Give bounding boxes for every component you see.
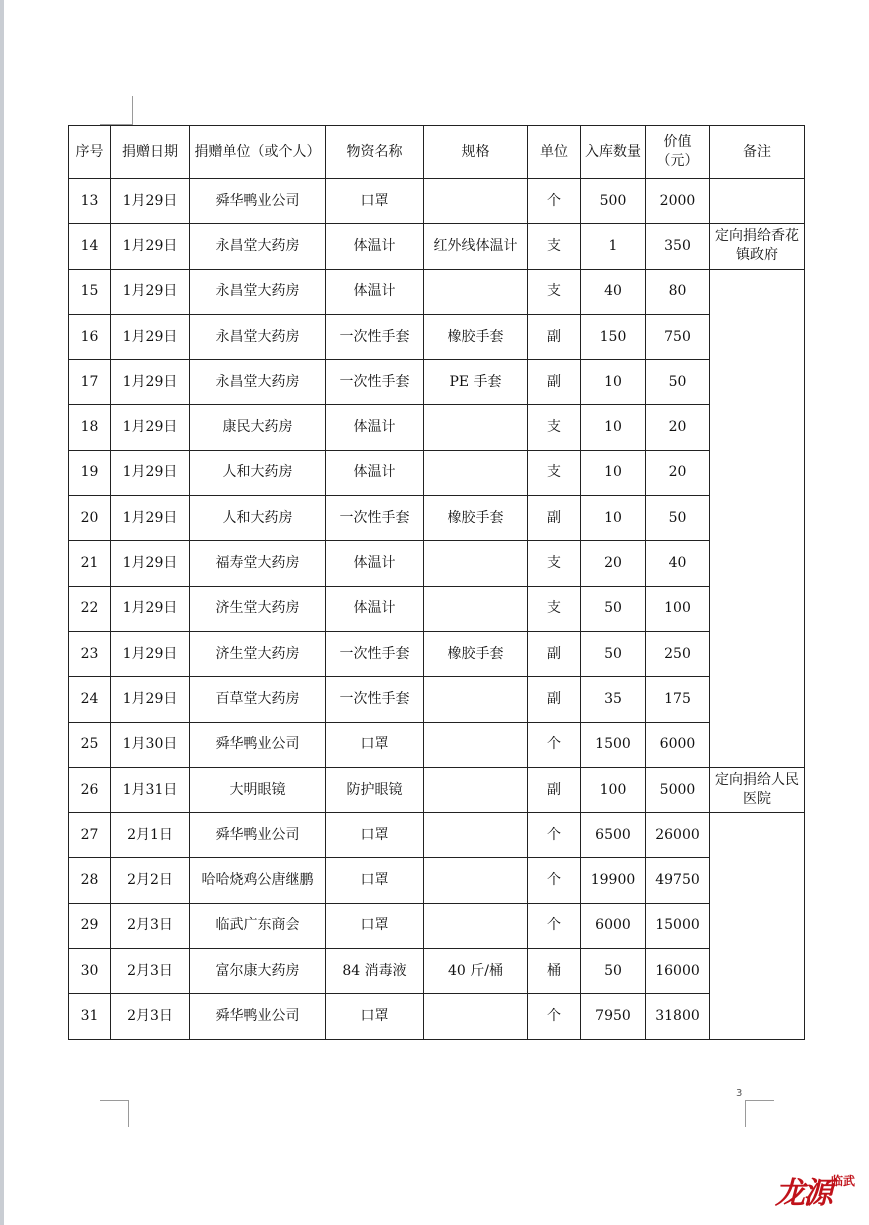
header-unit: 单位 <box>528 126 581 179</box>
item-name: 口罩 <box>326 903 424 948</box>
item-value: 350 <box>646 224 710 269</box>
item-unit: 桶 <box>528 949 581 994</box>
donor-name: 舜华鸭业公司 <box>190 994 326 1039</box>
row-number: 20 <box>69 496 111 541</box>
item-spec <box>424 677 528 722</box>
item-quantity: 6000 <box>581 903 646 948</box>
item-spec <box>424 813 528 858</box>
item-name: 体温计 <box>326 586 424 631</box>
item-name: 口罩 <box>326 858 424 903</box>
item-quantity: 1500 <box>581 722 646 767</box>
donor-name: 济生堂大药房 <box>190 586 326 631</box>
item-value: 49750 <box>646 858 710 903</box>
table-row <box>69 405 805 450</box>
table-row <box>69 631 805 676</box>
item-name: 一次性手套 <box>326 631 424 676</box>
item-unit: 支 <box>528 269 581 314</box>
watermark-main-text: 龙源 <box>775 1176 831 1211</box>
donor-name: 舜华鸭业公司 <box>190 722 326 767</box>
table-row <box>69 269 805 314</box>
item-value: 31800 <box>646 994 710 1039</box>
donor-name: 舜华鸭业公司 <box>190 813 326 858</box>
item-name: 口罩 <box>326 994 424 1039</box>
donation-date: 1月29日 <box>111 541 190 586</box>
donation-date: 2月1日 <box>111 813 190 858</box>
item-unit: 个 <box>528 722 581 767</box>
table-row <box>69 949 805 994</box>
row-number: 14 <box>69 224 111 269</box>
item-unit: 副 <box>528 360 581 405</box>
item-value: 20 <box>646 450 710 495</box>
donation-date: 1月29日 <box>111 450 190 495</box>
table-row <box>69 450 805 495</box>
item-quantity: 20 <box>581 541 646 586</box>
item-value: 750 <box>646 314 710 359</box>
row-number: 26 <box>69 767 111 812</box>
header-no: 序号 <box>69 126 111 179</box>
item-quantity: 50 <box>581 949 646 994</box>
watermark-side-text: 临武 <box>831 1174 856 1188</box>
header-spec: 规格 <box>424 126 528 179</box>
header-date: 捐赠日期 <box>111 126 190 179</box>
donation-date: 1月29日 <box>111 405 190 450</box>
table-row <box>69 586 805 631</box>
item-name: 口罩 <box>326 722 424 767</box>
item-name: 体温计 <box>326 405 424 450</box>
item-name: 口罩 <box>326 813 424 858</box>
table-row <box>69 496 805 541</box>
table-row <box>69 541 805 586</box>
item-quantity: 7950 <box>581 994 646 1039</box>
item-spec: 橡胶手套 <box>424 631 528 676</box>
donation-date: 1月31日 <box>111 767 190 812</box>
item-unit: 支 <box>528 450 581 495</box>
row-number: 23 <box>69 631 111 676</box>
donor-name: 济生堂大药房 <box>190 631 326 676</box>
row-number: 24 <box>69 677 111 722</box>
item-value: 250 <box>646 631 710 676</box>
donor-name: 永昌堂大药房 <box>190 360 326 405</box>
item-quantity: 6500 <box>581 813 646 858</box>
item-spec: 橡胶手套 <box>424 314 528 359</box>
item-quantity: 10 <box>581 360 646 405</box>
crop-mark-bottom-left <box>100 1100 129 1127</box>
crop-mark-bottom-right <box>745 1100 774 1127</box>
crop-mark-top-left <box>100 96 133 125</box>
item-spec <box>424 450 528 495</box>
item-spec <box>424 405 528 450</box>
table-row <box>69 903 805 948</box>
donor-name: 哈哈烧鸡公唐继鹏 <box>190 858 326 903</box>
item-value: 26000 <box>646 813 710 858</box>
item-spec <box>424 269 528 314</box>
row-number: 16 <box>69 314 111 359</box>
donor-name: 康民大药房 <box>190 405 326 450</box>
item-quantity: 500 <box>581 179 646 224</box>
item-unit: 副 <box>528 677 581 722</box>
donor-name: 富尔康大药房 <box>190 949 326 994</box>
donation-date: 1月29日 <box>111 314 190 359</box>
header-qty: 入库数量 <box>581 126 646 179</box>
donation-date: 1月29日 <box>111 677 190 722</box>
item-unit: 个 <box>528 994 581 1039</box>
item-unit: 支 <box>528 224 581 269</box>
note-cell: 定向捐给人民医院 <box>710 767 805 812</box>
row-number: 25 <box>69 722 111 767</box>
item-value: 6000 <box>646 722 710 767</box>
item-quantity: 1 <box>581 224 646 269</box>
donation-date: 2月3日 <box>111 949 190 994</box>
item-unit: 副 <box>528 631 581 676</box>
table-body <box>69 179 805 1040</box>
header-value: 价值（元） <box>646 126 710 179</box>
row-number: 27 <box>69 813 111 858</box>
item-quantity: 10 <box>581 496 646 541</box>
row-number: 21 <box>69 541 111 586</box>
item-unit: 副 <box>528 767 581 812</box>
item-value: 40 <box>646 541 710 586</box>
note-cell <box>710 813 805 1039</box>
item-unit: 个 <box>528 903 581 948</box>
item-spec <box>424 858 528 903</box>
item-value: 100 <box>646 586 710 631</box>
item-name: 口罩 <box>326 179 424 224</box>
item-spec <box>424 767 528 812</box>
item-spec: 橡胶手套 <box>424 496 528 541</box>
item-name: 体温计 <box>326 450 424 495</box>
item-quantity: 50 <box>581 631 646 676</box>
donor-name: 人和大药房 <box>190 450 326 495</box>
note-cell <box>710 269 805 767</box>
item-quantity: 150 <box>581 314 646 359</box>
item-unit: 支 <box>528 405 581 450</box>
donation-date: 1月29日 <box>111 496 190 541</box>
table-header-row <box>69 126 805 179</box>
row-number: 31 <box>69 994 111 1039</box>
donor-name: 福寿堂大药房 <box>190 541 326 586</box>
item-value: 50 <box>646 360 710 405</box>
item-name: 体温计 <box>326 269 424 314</box>
donation-date: 1月30日 <box>111 722 190 767</box>
donation-date: 2月2日 <box>111 858 190 903</box>
item-unit: 副 <box>528 496 581 541</box>
item-value: 2000 <box>646 179 710 224</box>
item-name: 体温计 <box>326 541 424 586</box>
item-spec: PE 手套 <box>424 360 528 405</box>
item-value: 15000 <box>646 903 710 948</box>
item-unit: 支 <box>528 541 581 586</box>
table-row <box>69 813 805 858</box>
table-row <box>69 677 805 722</box>
watermark-logo <box>775 1168 865 1212</box>
table-row <box>69 224 805 269</box>
donor-name: 大明眼镜 <box>190 767 326 812</box>
item-quantity: 40 <box>581 269 646 314</box>
item-spec <box>424 903 528 948</box>
donation-date: 1月29日 <box>111 224 190 269</box>
table-row <box>69 314 805 359</box>
item-spec <box>424 541 528 586</box>
item-value: 5000 <box>646 767 710 812</box>
header-note: 备注 <box>710 126 805 179</box>
item-value: 50 <box>646 496 710 541</box>
row-number: 30 <box>69 949 111 994</box>
item-spec <box>424 586 528 631</box>
row-number: 17 <box>69 360 111 405</box>
table-row <box>69 360 805 405</box>
item-quantity: 35 <box>581 677 646 722</box>
table-row <box>69 994 805 1039</box>
item-value: 16000 <box>646 949 710 994</box>
item-unit: 个 <box>528 179 581 224</box>
item-name: 体温计 <box>326 224 424 269</box>
donation-table <box>68 125 805 1040</box>
item-quantity: 10 <box>581 450 646 495</box>
donor-name: 永昌堂大药房 <box>190 314 326 359</box>
row-number: 13 <box>69 179 111 224</box>
donor-name: 百草堂大药房 <box>190 677 326 722</box>
item-unit: 副 <box>528 314 581 359</box>
donation-date: 1月29日 <box>111 360 190 405</box>
donation-date: 1月29日 <box>111 269 190 314</box>
donor-name: 永昌堂大药房 <box>190 224 326 269</box>
item-name: 84 消毒液 <box>326 949 424 994</box>
donor-name: 人和大药房 <box>190 496 326 541</box>
donor-name: 临武广东商会 <box>190 903 326 948</box>
item-quantity: 10 <box>581 405 646 450</box>
row-number: 19 <box>69 450 111 495</box>
donation-date: 2月3日 <box>111 903 190 948</box>
donor-name: 舜华鸭业公司 <box>190 179 326 224</box>
donor-name: 永昌堂大药房 <box>190 269 326 314</box>
header-donor: 捐赠单位（或个人） <box>190 126 326 179</box>
item-unit: 个 <box>528 813 581 858</box>
item-unit: 个 <box>528 858 581 903</box>
donation-date: 1月29日 <box>111 179 190 224</box>
donation-date: 1月29日 <box>111 586 190 631</box>
table-row <box>69 858 805 903</box>
item-name: 一次性手套 <box>326 314 424 359</box>
item-name: 一次性手套 <box>326 360 424 405</box>
row-number: 22 <box>69 586 111 631</box>
item-name: 防护眼镜 <box>326 767 424 812</box>
table-row <box>69 767 805 812</box>
item-unit: 支 <box>528 586 581 631</box>
item-quantity: 19900 <box>581 858 646 903</box>
row-number: 29 <box>69 903 111 948</box>
item-spec <box>424 722 528 767</box>
item-name: 一次性手套 <box>326 496 424 541</box>
row-number: 18 <box>69 405 111 450</box>
note-cell: 定向捐给香花镇政府 <box>710 224 805 269</box>
note-cell <box>710 179 805 224</box>
item-value: 80 <box>646 269 710 314</box>
item-value: 20 <box>646 405 710 450</box>
item-quantity: 100 <box>581 767 646 812</box>
header-item: 物资名称 <box>326 126 424 179</box>
table-row <box>69 179 805 224</box>
item-spec <box>424 994 528 1039</box>
item-value: 175 <box>646 677 710 722</box>
donation-date: 2月3日 <box>111 994 190 1039</box>
item-spec: 红外线体温计 <box>424 224 528 269</box>
donation-date: 1月29日 <box>111 631 190 676</box>
row-number: 15 <box>69 269 111 314</box>
row-number: 28 <box>69 858 111 903</box>
item-spec: 40 斤/桶 <box>424 949 528 994</box>
item-spec <box>424 179 528 224</box>
item-quantity: 50 <box>581 586 646 631</box>
page-number: 3 <box>736 1088 743 1099</box>
item-name: 一次性手套 <box>326 677 424 722</box>
table-row <box>69 722 805 767</box>
